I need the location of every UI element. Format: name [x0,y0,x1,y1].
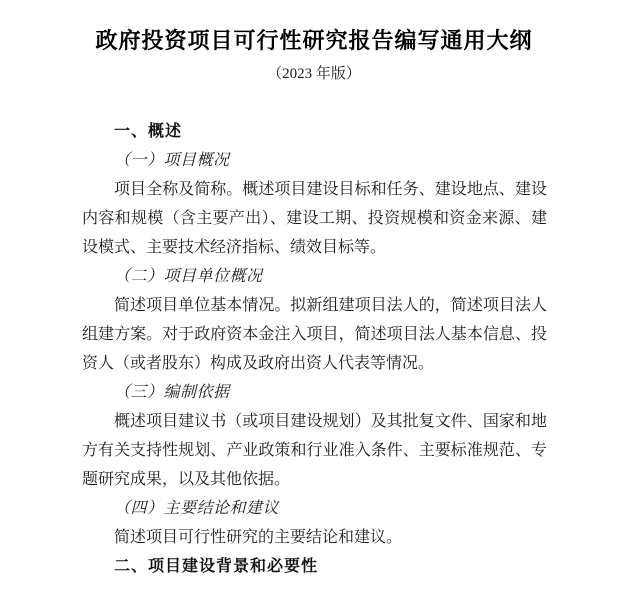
document-body [82,117,547,581]
paragraph: 项目全称及简称。概述项目建设目标和任务、建设地点、建设内容和规模（含主要产出）、建设工期、投资规模和资金来源、建设模式、主要技术经济指标、绩效目标等。 [82,181,547,256]
paragraph: 简述项目可行性研究的主要结论和建议。 [114,529,403,546]
document-title: 政府投资项目可行性研究报告编写通用大纲 [95,28,533,53]
document-subtitle: （2023 年版） [267,66,361,82]
paragraph: 概述项目建议书（或项目建设规划）及其批复文件、国家和地方有关支持性规划、产业政策和行业准入条件、主要标准规范、专题研究成果，以及其他依据。 [82,413,547,488]
heading-level-2: （四）主要结论和建议 [114,500,280,517]
heading-level-2: （二）项目单位概况 [114,268,263,285]
heading-level-2: （三）编制依据 [114,384,230,401]
paragraph: 简述项目单位基本情况。拟新组建项目法人的，简述项目法人组建方案。对于政府资本金注入项目，简述项目法人基本信息、投资人（或者股东）构成及政府出资人代表等情况。 [82,297,547,372]
heading-level-2: （一）项目概况 [114,152,230,169]
heading-level-1: 一、概述 [114,123,183,140]
heading-level-1: 二、项目建设背景和必要性 [114,558,319,575]
